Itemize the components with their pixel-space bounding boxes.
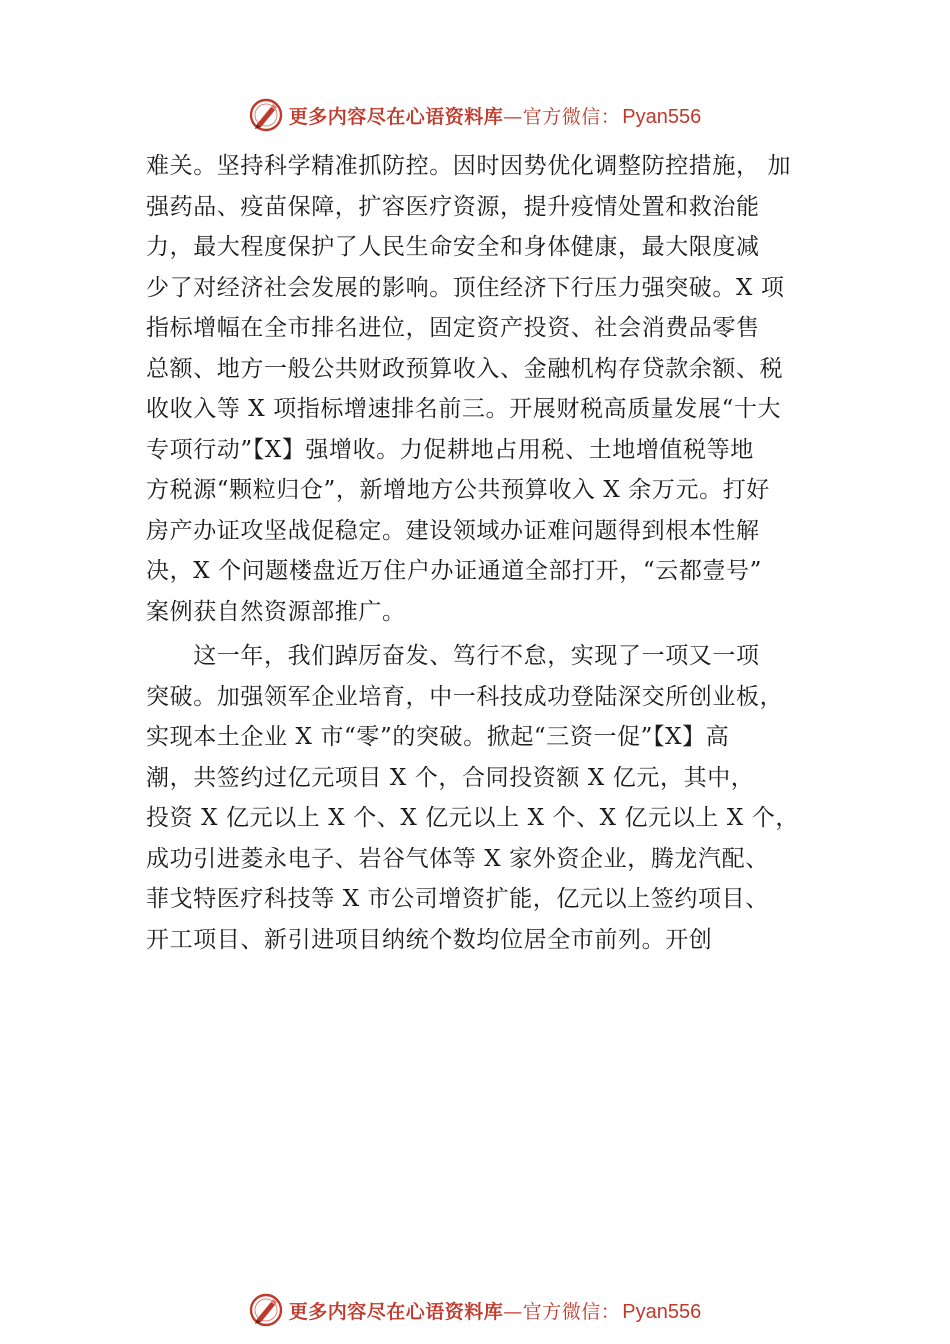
text-line: 力，最大程度保护了人民生命安全和身体健康，最大限度减 — [146, 234, 760, 260]
pen-logo-icon — [249, 1293, 283, 1327]
text-line: 少了对经济社会发展的影响。顶住经济下行压力强突破。X 项 — [146, 274, 785, 301]
text-line: 难关。坚持科学精准抓防控。因时因势优化调整防控措施， 加 — [146, 153, 792, 179]
footer-watermark — [0, 1290, 950, 1330]
text-line: 决，X 个问题楼盘近万住户办证通道全部打开，“云都壹号” — [146, 558, 763, 584]
text-line: 突破。加强领军企业培育，中一科技成功登陆深交所创业板， — [146, 683, 784, 710]
text-line: 菲戈特医疗科技等 X 市公司增资扩能，亿元以上签约项目、 — [146, 886, 769, 912]
header-watermark — [0, 95, 950, 135]
text-line: 投资 X 亿元以上 X 个、X 亿元以上 X 个、X 亿元以上 X 个， — [146, 805, 799, 831]
text-line: 成功引进菱永电子、岩谷气体等 X 家外资企业，腾龙汽配、 — [146, 845, 769, 872]
pen-logo-icon — [249, 98, 283, 132]
text-line: 潮，共签约过亿元项目 X 个，合同投资额 X 亿元，其中， — [146, 764, 755, 791]
paragraph-2 — [146, 636, 826, 960]
text-line: 收收入等 X 项指标增速排名前三。开展财税高质量发展“十大 — [146, 396, 782, 422]
text-line: 总额、地方一般公共财政预算收入、金融机构存贷款余额、税 — [146, 355, 784, 382]
text-line: 专项行动”【X】强增收。力促耕地占用税、土地增值税等地 — [146, 436, 754, 463]
watermark-dash: — — [503, 1300, 523, 1323]
watermark-official-label: 官方微信： — [522, 1300, 621, 1323]
text-line: 房产办证攻坚战促稳定。建设领域办证难问题得到根本性解 — [146, 517, 760, 544]
document-body — [146, 146, 826, 960]
watermark-official-label: 官方微信： — [522, 105, 621, 128]
text-line: 实现本土企业 X 市“零”的突破。掀起“三资一促”【X】高 — [146, 724, 730, 750]
watermark-dash: — — [503, 105, 523, 128]
watermark-site-name: 更多内容尽在心语资料库 — [288, 105, 504, 128]
text-line: 案例获自然资源部推广。 — [146, 598, 406, 625]
text-line: 开工项目、新引进项目纳统个数均位居全市前列。开创 — [146, 926, 713, 953]
text-line: 这一年，我们踔厉奋发、笃行不怠，实现了一项又一项 — [146, 643, 760, 669]
text-line: 指标增幅在全市排名进位，固定资产投资、社会消费品零售 — [146, 315, 760, 341]
watermark-site-name: 更多内容尽在心语资料库 — [288, 1300, 504, 1323]
text-line: 方税源“颗粒归仓”，新增地方公共预算收入 X 余万元。打好 — [146, 477, 770, 503]
text-line: 强药品、疫苗保障，扩容医疗资源，提升疫情处置和救治能 — [146, 193, 760, 220]
watermark-wechat-id: Pyan556 — [622, 1300, 702, 1323]
paragraph-1 — [146, 146, 826, 632]
watermark-wechat-id: Pyan556 — [622, 105, 702, 128]
